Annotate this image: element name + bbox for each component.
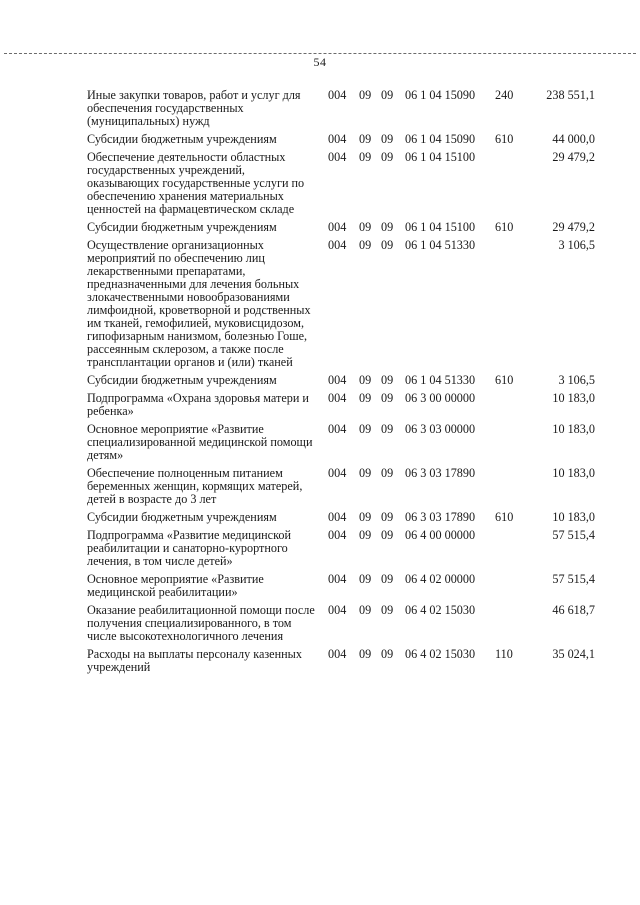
- row-description: Субсидии бюджетным учреждениям: [87, 220, 277, 234]
- row-description: Основное мероприятие «Развитие медицинской реабилитации»: [87, 572, 264, 599]
- table-row: [87, 89, 607, 128]
- subsection-code: 09: [381, 603, 394, 617]
- row-description: Субсидии бюджетным учреждениям: [87, 373, 277, 387]
- subsection-code: 09: [381, 220, 394, 234]
- expense-type-code: 610: [495, 220, 514, 234]
- section-code: 09: [359, 647, 372, 661]
- subsection-code: 09: [381, 422, 394, 436]
- section-code: 09: [359, 391, 372, 405]
- section-code: 09: [359, 150, 372, 164]
- amount: 3 106,5: [558, 373, 595, 387]
- target-article-code: 06 3 03 00000: [405, 422, 476, 436]
- section-code: 09: [359, 466, 372, 480]
- target-article-code: 06 1 04 15090: [405, 88, 476, 102]
- table-row: [87, 423, 607, 462]
- admin-code: 004: [328, 238, 347, 252]
- amount: 46 618,7: [552, 603, 595, 617]
- table-row: [87, 511, 607, 524]
- section-code: 09: [359, 528, 372, 542]
- row-description: Расходы на выплаты персоналу казенных учреждений: [87, 647, 302, 674]
- target-article-code: 06 4 02 15030: [405, 647, 476, 661]
- admin-code: 004: [328, 528, 347, 542]
- expense-type-code: 110: [495, 647, 513, 661]
- amount: 57 515,4: [552, 528, 595, 542]
- table-row: [87, 239, 607, 369]
- table-row: [87, 151, 607, 216]
- page-header-dashed-line: [4, 53, 636, 54]
- section-code: 09: [359, 373, 372, 387]
- target-article-code: 06 1 04 15090: [405, 132, 476, 146]
- table-row: [87, 648, 607, 674]
- expense-type-code: 240: [495, 88, 514, 102]
- section-code: 09: [359, 422, 372, 436]
- row-description: Субсидии бюджетным учреждениям: [87, 510, 277, 524]
- target-article-code: 06 3 03 17890: [405, 466, 476, 480]
- target-article-code: 06 3 03 17890: [405, 510, 476, 524]
- section-code: 09: [359, 572, 372, 586]
- expense-type-code: 610: [495, 373, 514, 387]
- section-code: 09: [359, 220, 372, 234]
- target-article-code: 06 1 04 51330: [405, 238, 476, 252]
- amount: 35 024,1: [552, 647, 595, 661]
- admin-code: 004: [328, 132, 347, 146]
- amount: 10 183,0: [552, 466, 595, 480]
- target-article-code: 06 1 04 15100: [405, 150, 476, 164]
- target-article-code: 06 4 00 00000: [405, 528, 476, 542]
- amount: 3 106,5: [558, 238, 595, 252]
- page-number: 54: [313, 55, 327, 69]
- table-row: [87, 221, 607, 234]
- amount: 29 479,2: [552, 150, 595, 164]
- subsection-code: 09: [381, 510, 394, 524]
- section-code: 09: [359, 510, 372, 524]
- row-description: Оказание реабилитационной помощи после получения специализированного, в том числе высокотехнологичного лечения: [87, 603, 315, 643]
- amount: 29 479,2: [552, 220, 595, 234]
- amount: 10 183,0: [552, 510, 595, 524]
- target-article-code: 06 1 04 15100: [405, 220, 476, 234]
- admin-code: 004: [328, 373, 347, 387]
- amount: 10 183,0: [552, 422, 595, 436]
- amount: 57 515,4: [552, 572, 595, 586]
- table-row: [87, 604, 607, 643]
- row-description: Подпрограмма «Охрана здоровья матери и ребенка»: [87, 391, 309, 418]
- subsection-code: 09: [381, 150, 394, 164]
- row-description: Обеспечение полноценным питанием беременных женщин, кормящих матерей, детей в возрасте до 3 лет: [87, 466, 303, 506]
- row-description: Обеспечение деятельности областных государственных учреждений, оказывающих государственные услуги по обеспечению хранения материальных ценностей на фармацевтическом складе: [87, 150, 305, 216]
- amount: 10 183,0: [552, 391, 595, 405]
- subsection-code: 09: [381, 572, 394, 586]
- table-row: [87, 467, 607, 506]
- budget-table: [87, 89, 607, 679]
- row-description: Осуществление организационных мероприятий по обеспечению лиц лекарственными препаратами, предназначенными для лечения больных злокачественными новообразованиями лимфоидной, кроветворной и родственных им тканей, гемофилией, муковисцидозом, гипофизарным нанизмом, болезнью Гоше, рассеянным склерозом, а также после трансплантации органов и (или) тканей: [87, 238, 311, 369]
- admin-code: 004: [328, 422, 347, 436]
- table-row: [87, 374, 607, 387]
- subsection-code: 09: [381, 132, 394, 146]
- table-row: [87, 573, 607, 599]
- admin-code: 004: [328, 150, 347, 164]
- admin-code: 004: [328, 510, 347, 524]
- section-code: 09: [359, 132, 372, 146]
- subsection-code: 09: [381, 466, 394, 480]
- admin-code: 004: [328, 88, 347, 102]
- section-code: 09: [359, 603, 372, 617]
- section-code: 09: [359, 238, 372, 252]
- target-article-code: 06 1 04 51330: [405, 373, 476, 387]
- expense-type-code: 610: [495, 510, 514, 524]
- admin-code: 004: [328, 572, 347, 586]
- admin-code: 004: [328, 391, 347, 405]
- row-description: Субсидии бюджетным учреждениям: [87, 132, 277, 146]
- subsection-code: 09: [381, 238, 394, 252]
- admin-code: 004: [328, 466, 347, 480]
- target-article-code: 06 4 02 00000: [405, 572, 476, 586]
- target-article-code: 06 3 00 00000: [405, 391, 476, 405]
- row-description: Основное мероприятие «Развитие специализированной медицинской помощи детям»: [87, 422, 313, 462]
- table-row: [87, 392, 607, 418]
- admin-code: 004: [328, 603, 347, 617]
- subsection-code: 09: [381, 88, 394, 102]
- amount: 238 551,1: [546, 88, 595, 102]
- expense-type-code: 610: [495, 132, 514, 146]
- section-code: 09: [359, 88, 372, 102]
- subsection-code: 09: [381, 373, 394, 387]
- subsection-code: 09: [381, 647, 394, 661]
- table-row: [87, 529, 607, 568]
- admin-code: 004: [328, 647, 347, 661]
- subsection-code: 09: [381, 391, 394, 405]
- table-row: [87, 133, 607, 146]
- row-description: Подпрограмма «Развитие медицинской реабилитации и санаторно-курортного лечения, в том числе детей»: [87, 528, 292, 568]
- amount: 44 000,0: [552, 132, 595, 146]
- target-article-code: 06 4 02 15030: [405, 603, 476, 617]
- subsection-code: 09: [381, 528, 394, 542]
- admin-code: 004: [328, 220, 347, 234]
- row-description: Иные закупки товаров, работ и услуг для обеспечения государственных (муниципальных) нужд: [87, 88, 301, 128]
